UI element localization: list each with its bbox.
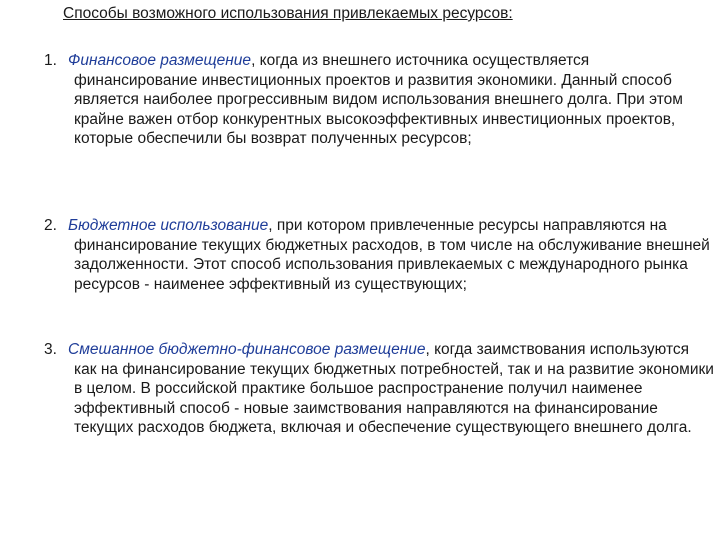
item-term: Финансовое размещение	[68, 52, 252, 69]
item-text: , когда из внешнего источника осуществляется финансирование инвестиционных проектов и развития экономики. Данный способ является наиболее прогрессивным видом использования внешнего долга. При этом крайне важен отбор конкурентных высокоэффективных инвестиционных проектов, которые обеспечили бы возврат полученных ресурсов;	[74, 52, 683, 147]
item-number: 1.	[44, 52, 57, 69]
list-item-budget-use	[44, 216, 714, 294]
item-term: Смешанное бюджетно-финансовое размещение	[68, 341, 426, 358]
item-text: , при котором привлеченные ресурсы направляются на финансирование текущих бюджетных расходов, в том числе на обслуживание внешней задолженности. Этот способ использования привлекаемых с международного рынка ресурсов - наименее эффективный из существующих;	[74, 217, 710, 293]
item-number: 2.	[44, 217, 57, 234]
slide-title: Способы возможного использования привлекаемых ресурсов:	[63, 5, 513, 22]
list-item-mixed-placement	[44, 340, 714, 438]
item-text: , когда заимствования используются как на финансирование текущих бюджетных потребностей, так и на развитие экономики в целом. В российской практике большое распространение получил наименее эффективный способ - новые заимствования направляются на финансирование текущих расходов бюджета, включая и обеспечение существующего внешнего долга.	[74, 341, 714, 436]
item-number: 3.	[44, 341, 57, 358]
list-item-financial-placement	[44, 51, 714, 149]
item-term: Бюджетное использование	[68, 217, 269, 234]
